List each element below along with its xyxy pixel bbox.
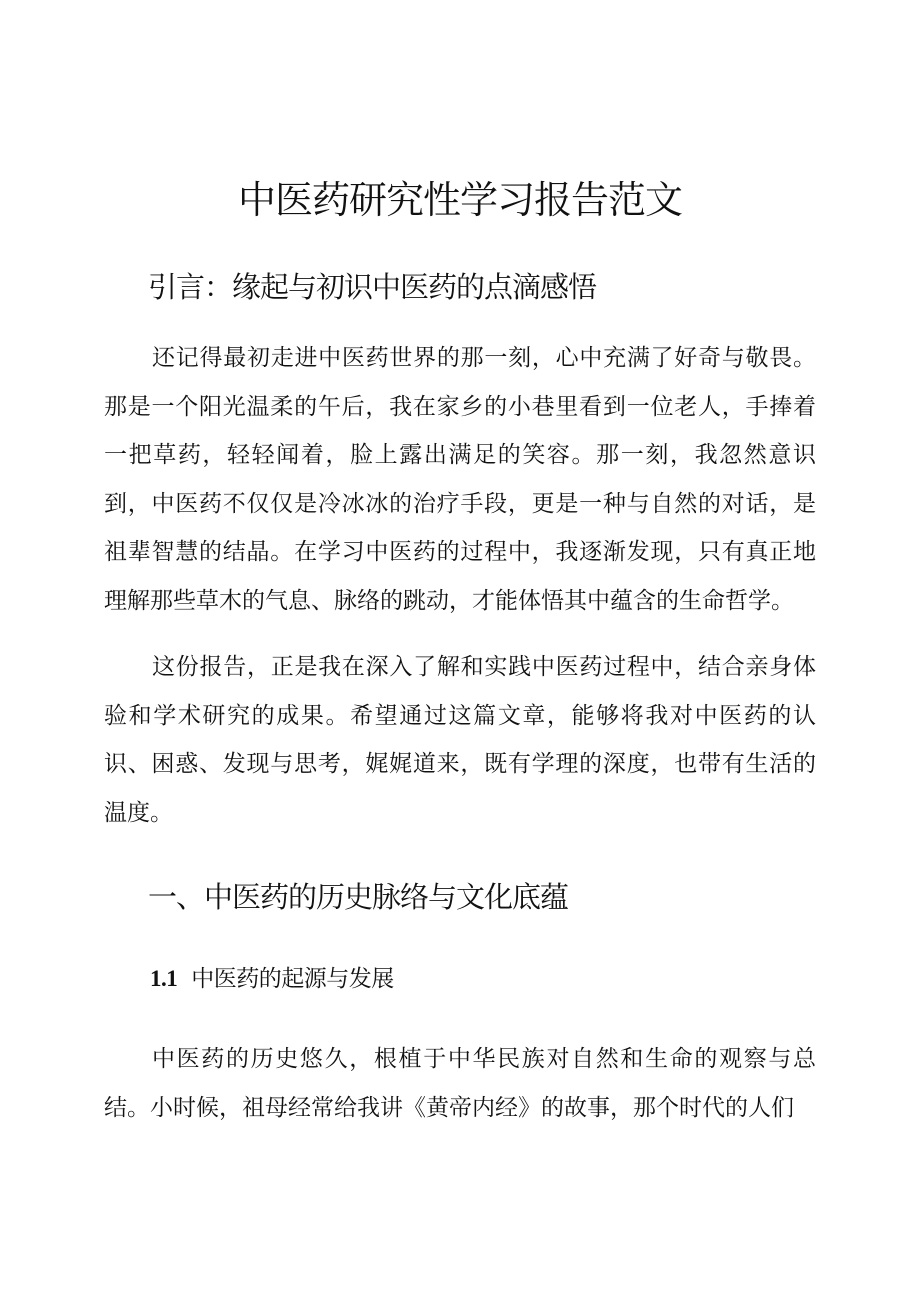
document-title: 中医药研究性学习报告范文 (237, 178, 682, 222)
subsection-1-1-heading (150, 964, 394, 994)
intro-paragraph-2: 这份报告，正是我在深入了解和实践中医药过程中，结合亲身体验和学术研究的成果。希望通过这篇文章，能够将我对中医药的认识、困惑、发现与思考，娓娓道来，既有学理的深度，也带有生活的温度。 (104, 654, 816, 826)
intro-heading: 引言：缘起与初识中医药的点滴感悟 (148, 270, 597, 304)
section-1-heading: 一、中医药的历史脉络与文化底蕴 (148, 880, 569, 914)
intro-paragraph-1: 还记得最初走进中医药世界的那一刻，心中充满了好奇与敬畏。那是一个阳光温柔的午后，我在家乡的小巷里看到一位老人，手捧着一把草药，轻轻闻着，脸上露出满足的笑容。那一刻，我忽然意识到，中医药不仅仅是冷冰冰的治疗手段，更是一种与自然的对话，是祖辈智慧的结晶。在学习中医药的过程中，我逐渐发现，只有真正地理解那些草木的气息、脉络的跳动，才能体悟其中蕴含的生命哲学。 (104, 345, 816, 614)
subsection-title: 中医药的起源与发展 (191, 966, 394, 992)
subsection-number: 1.1 (150, 966, 178, 991)
subsection-1-1-paragraph: 中医药的历史悠久，根植于中华民族对自然和生命的观察与总结。小时候，祖母经常给我讲《黄帝内经》的故事，那个时代的人们 (104, 1046, 816, 1121)
